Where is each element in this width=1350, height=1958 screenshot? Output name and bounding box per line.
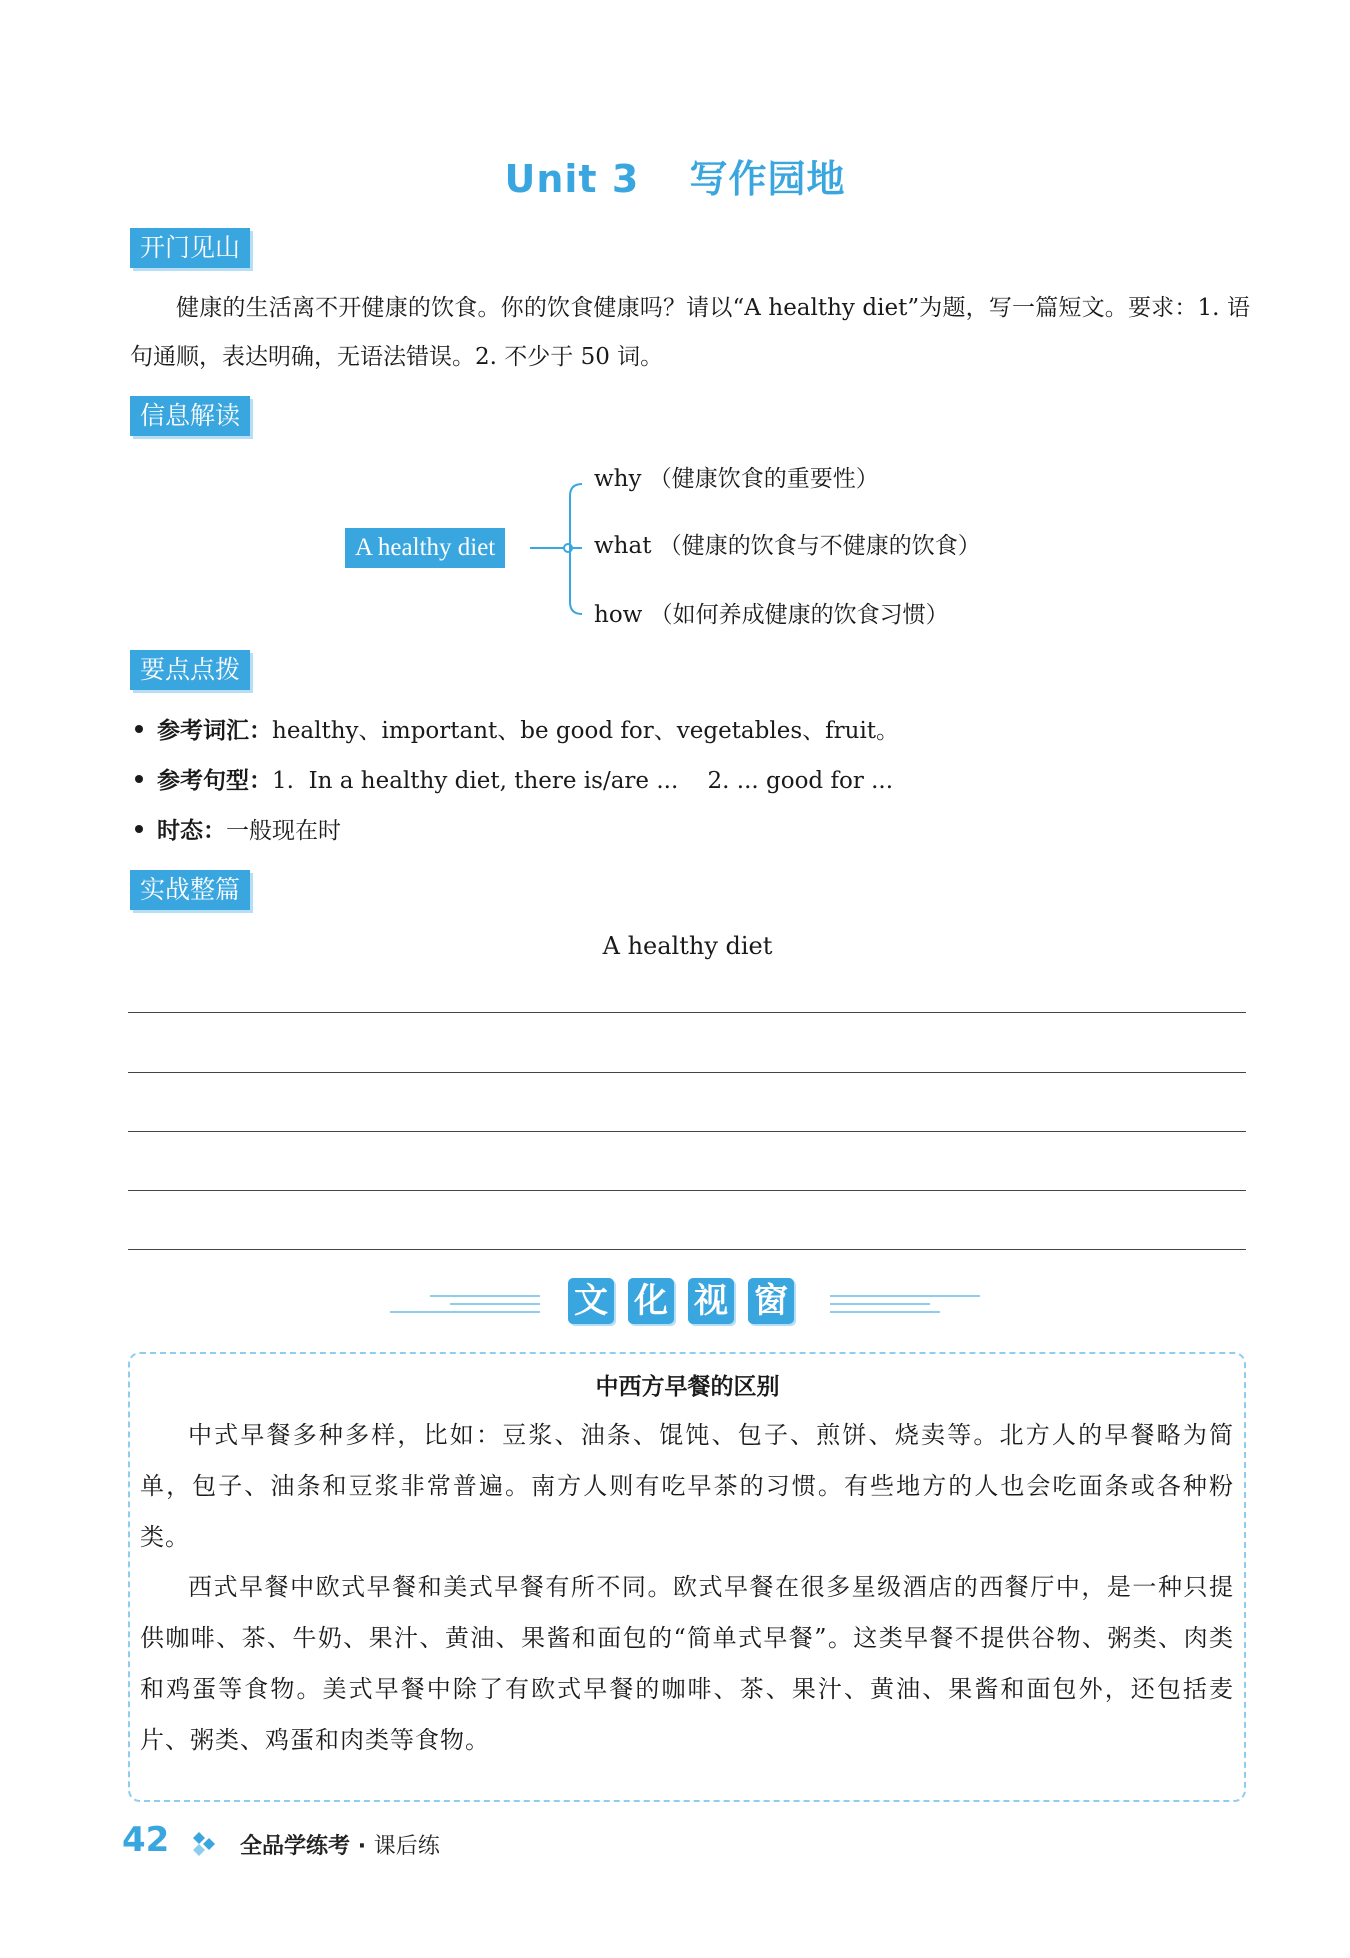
- banner-char: 文: [568, 1278, 614, 1324]
- practice-title: A healthy diet: [602, 932, 773, 960]
- mindmap-center: A healthy diet: [345, 528, 505, 568]
- brand-name: 全品学练考: [240, 1834, 351, 1859]
- point-sentence: [135, 762, 893, 795]
- point-label: 参考句型：: [157, 768, 272, 794]
- mindmap-branch-why: why （健康饮食的重要性）: [594, 466, 879, 492]
- section-tag-practice: 实战整篇: [130, 870, 250, 910]
- section-tag-task: 开门见山: [130, 228, 250, 268]
- point-label: 时态：: [157, 818, 226, 844]
- unit-title-text: 写作园地: [689, 157, 846, 201]
- writing-line[interactable]: [128, 1249, 1246, 1250]
- diamond-icon: [192, 1830, 218, 1856]
- bullet-dot: [135, 725, 143, 733]
- culture-paragraph-2: 西式早餐中欧式早餐和美式早餐有所不同。欧式早餐在很多星级酒店的西餐厅中，是一种只提供咖啡、茶、牛奶、果汁、黄油、果酱和面包的“简单式早餐”。这类早餐不提供谷物、粥类、肉类和鸡蛋等食物。美式早餐中除了有欧式早餐的咖啡、茶、果汁、黄油、果酱和面包外，还包括麦片、粥类、鸡蛋和肉类等食物。: [140, 1573, 1234, 1754]
- point-text: healthy、important、be good for、vegetables、fruit。: [272, 718, 900, 744]
- page-number: 42: [122, 1820, 170, 1860]
- writing-line[interactable]: [128, 1072, 1246, 1073]
- banner-lines-right: [830, 1284, 990, 1324]
- writing-line[interactable]: [128, 1190, 1246, 1191]
- bullet-dot: [135, 825, 143, 833]
- page-title: [0, 148, 1350, 203]
- banner-char: 化: [628, 1278, 674, 1324]
- writing-line[interactable]: [128, 1012, 1246, 1013]
- banner-char: 窗: [748, 1278, 794, 1324]
- culture-paragraph-1: 中式早餐多种多样，比如：豆浆、油条、馄饨、包子、煎饼、烧卖等。北方人的早餐略为简单，包子、油条和豆浆非常普遍。南方人则有吃早茶的习惯。有些地方的人也会吃面条或各种粉类。: [140, 1421, 1234, 1551]
- point-tense: [135, 812, 341, 845]
- point-label: 参考词汇：: [157, 718, 272, 744]
- point-text: 一般现在时: [226, 818, 341, 844]
- mindmap-branch-how: how （如何养成健康的饮食习惯）: [594, 602, 949, 628]
- writing-line[interactable]: [128, 1131, 1246, 1132]
- point-vocab: [135, 712, 899, 745]
- brand-separator: ·: [357, 1834, 367, 1859]
- culture-heading: 中西方早餐的区别: [595, 1374, 780, 1400]
- mindmap-branch-what: what （健康的饮食与不健康的饮食）: [594, 533, 981, 559]
- footer-brand: [240, 1829, 440, 1860]
- banner-char: 视: [688, 1278, 734, 1324]
- section-tag-points: 要点点拨: [130, 650, 250, 690]
- banner-lines-left: [390, 1284, 550, 1324]
- section-tag-info: 信息解读: [130, 396, 250, 436]
- brand-sub: 课后练: [373, 1834, 440, 1859]
- unit-label: Unit 3: [504, 157, 640, 201]
- mindmap-connector: [530, 470, 590, 630]
- point-text: 1. In a healthy diet, there is/are ... 2. ... good for ...: [272, 768, 894, 794]
- task-text: 健康的生活离不开健康的饮食。你的饮食健康吗？请以“A healthy diet”为题，写一篇短文。要求：1. 语句通顺，表达明确，无语法错误。2. 不少于 50 词。: [130, 295, 1250, 370]
- bullet-dot: [135, 775, 143, 783]
